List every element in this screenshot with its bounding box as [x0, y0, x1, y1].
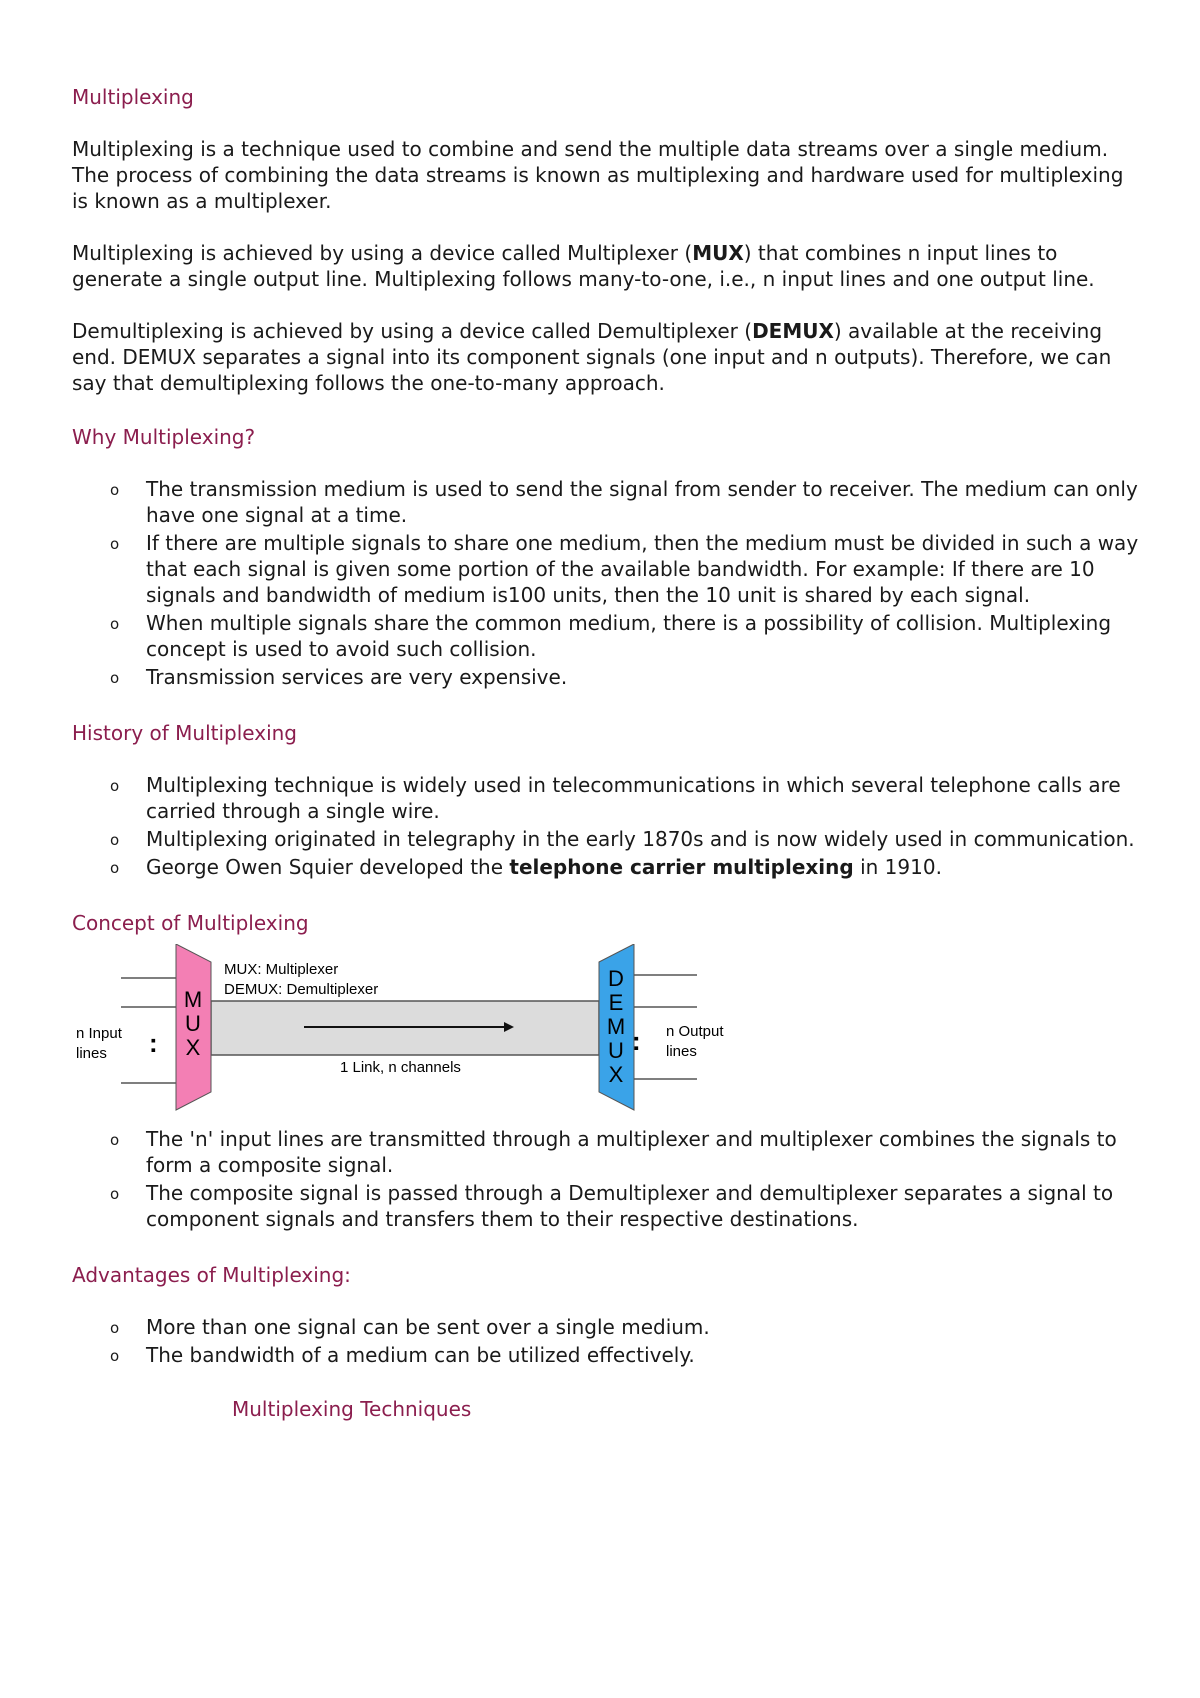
output-label: n Output: [666, 1023, 724, 1040]
paragraph-mux: [72, 240, 1142, 292]
bullet-icon: o: [110, 535, 120, 553]
mux-letter: U: [185, 1011, 201, 1036]
list-item: [72, 610, 1142, 662]
paragraph-demux: [72, 318, 1142, 396]
text-run: Multiplexing is achieved by using a device called Multiplexer (: [72, 241, 693, 265]
mux-letter: M: [183, 987, 203, 1012]
concept-list: [72, 1126, 1142, 1232]
text-run: ) available at the receiving end. DEMUX separates a signal into its component signals (one input and n outputs). Therefore, we can say that demultiplexing follows the one-to-many approach.: [72, 319, 1112, 395]
bullet-icon: o: [110, 1319, 120, 1337]
list-item-text: George Owen Squier developed the: [146, 855, 510, 879]
list-item: [72, 1180, 1142, 1232]
input-label: lines: [76, 1045, 107, 1062]
demux-bold: DEMUX: [752, 319, 834, 343]
bullet-icon: o: [110, 1347, 120, 1365]
demux-letter: E: [608, 990, 624, 1015]
list-item: [72, 530, 1142, 608]
demux-letter: X: [608, 1062, 624, 1087]
mux-letter: X: [185, 1035, 201, 1060]
demux-letter: U: [608, 1038, 624, 1063]
heading-techniques: Multiplexing Techniques: [232, 1397, 472, 1421]
list-item-text: Multiplexing originated in telegraphy in the early 1870s and is now widely used in communication.: [146, 827, 1135, 851]
output-label: lines: [666, 1043, 697, 1060]
list-item-text: The bandwidth of a medium can be utilized effectively.: [146, 1343, 695, 1367]
heading-advantages: Advantages of Multiplexing:: [72, 1263, 351, 1287]
heading-history: History of Multiplexing: [72, 721, 297, 745]
list-item: [72, 664, 1142, 690]
link-label: 1 Link, n channels: [340, 1059, 461, 1076]
advantages-list: [72, 1314, 1142, 1368]
heading-multiplexing: Multiplexing: [72, 85, 194, 109]
input-dots: :: [149, 1028, 158, 1058]
bullet-icon: o: [110, 777, 120, 795]
heading-why: Why Multiplexing?: [72, 425, 256, 449]
paragraph-definition: Multiplexing is a technique used to combine and send the multiple data streams over a single medium. The process of combining the data streams is known as multiplexing and hardware used for multiplexing is known as a multiplexer.: [72, 137, 1124, 213]
output-dots: :: [632, 1026, 641, 1056]
bullet-icon: o: [110, 615, 120, 633]
list-item-text: More than one signal can be sent over a single medium.: [146, 1315, 710, 1339]
history-list: [72, 772, 1142, 880]
text-run: ) that combines n input lines to generate a single output line. Multiplexing follows many-to-one, i.e., n input lines and one output line.: [72, 241, 1095, 291]
list-item-text: in 1910.: [853, 855, 942, 879]
bullet-icon: o: [110, 1185, 120, 1203]
bullet-icon: o: [110, 859, 120, 877]
multiplexing-diagram: [64, 944, 1142, 1124]
diagram-svg: [64, 944, 784, 1124]
bullet-icon: o: [110, 481, 120, 499]
bullet-icon: o: [110, 831, 120, 849]
text-run: Demultiplexing is achieved by using a device called Demultiplexer (: [72, 319, 753, 343]
list-item-text: Transmission services are very expensive.: [146, 665, 568, 689]
list-item-text: When multiple signals share the common medium, there is a possibility of collision. Multiplexing concept is used to avoid such collision.: [146, 611, 1112, 661]
list-item: [72, 772, 1142, 824]
demux-letter: M: [606, 1014, 626, 1039]
list-item-text: The 'n' input lines are transmitted through a multiplexer and multiplexer combines the signals to form a composite signal.: [146, 1127, 1117, 1177]
list-item-text: The transmission medium is used to send the signal from sender to receiver. The medium can only have one signal at a time.: [146, 477, 1138, 527]
legend-demux: DEMUX: Demultiplexer: [224, 981, 379, 998]
list-item-text: If there are multiple signals to share one medium, then the medium must be divided in such a way that each signal is given some portion of the available bandwidth. For example: If there are 10 signals and bandwidth of medium is100 units, then the 10 unit is shared by each signal.: [146, 531, 1139, 607]
heading-concept: Concept of Multiplexing: [72, 911, 309, 935]
list-item: [72, 854, 1142, 880]
document-page: [72, 84, 1142, 1422]
list-item-text: The composite signal is passed through a Demultiplexer and demultiplexer separates a signal to component signals and transfers them to their respective destinations.: [146, 1181, 1114, 1231]
list-item: [72, 1342, 1142, 1368]
bullet-icon: o: [110, 669, 120, 687]
bullet-icon: o: [110, 1131, 120, 1149]
legend-mux: MUX: Multiplexer: [224, 961, 339, 978]
list-item-text: Multiplexing technique is widely used in telecommunications in which several telephone calls are carried through a single wire.: [146, 773, 1121, 823]
demux-letter: D: [608, 966, 624, 991]
list-item: [72, 1126, 1142, 1178]
list-item: [72, 476, 1142, 528]
input-label: n Input: [76, 1025, 122, 1042]
bold-term: telephone carrier multiplexing: [509, 855, 854, 879]
list-item: [72, 826, 1142, 852]
list-item: [72, 1314, 1142, 1340]
mux-bold: MUX: [692, 241, 744, 265]
why-list: [72, 476, 1142, 690]
